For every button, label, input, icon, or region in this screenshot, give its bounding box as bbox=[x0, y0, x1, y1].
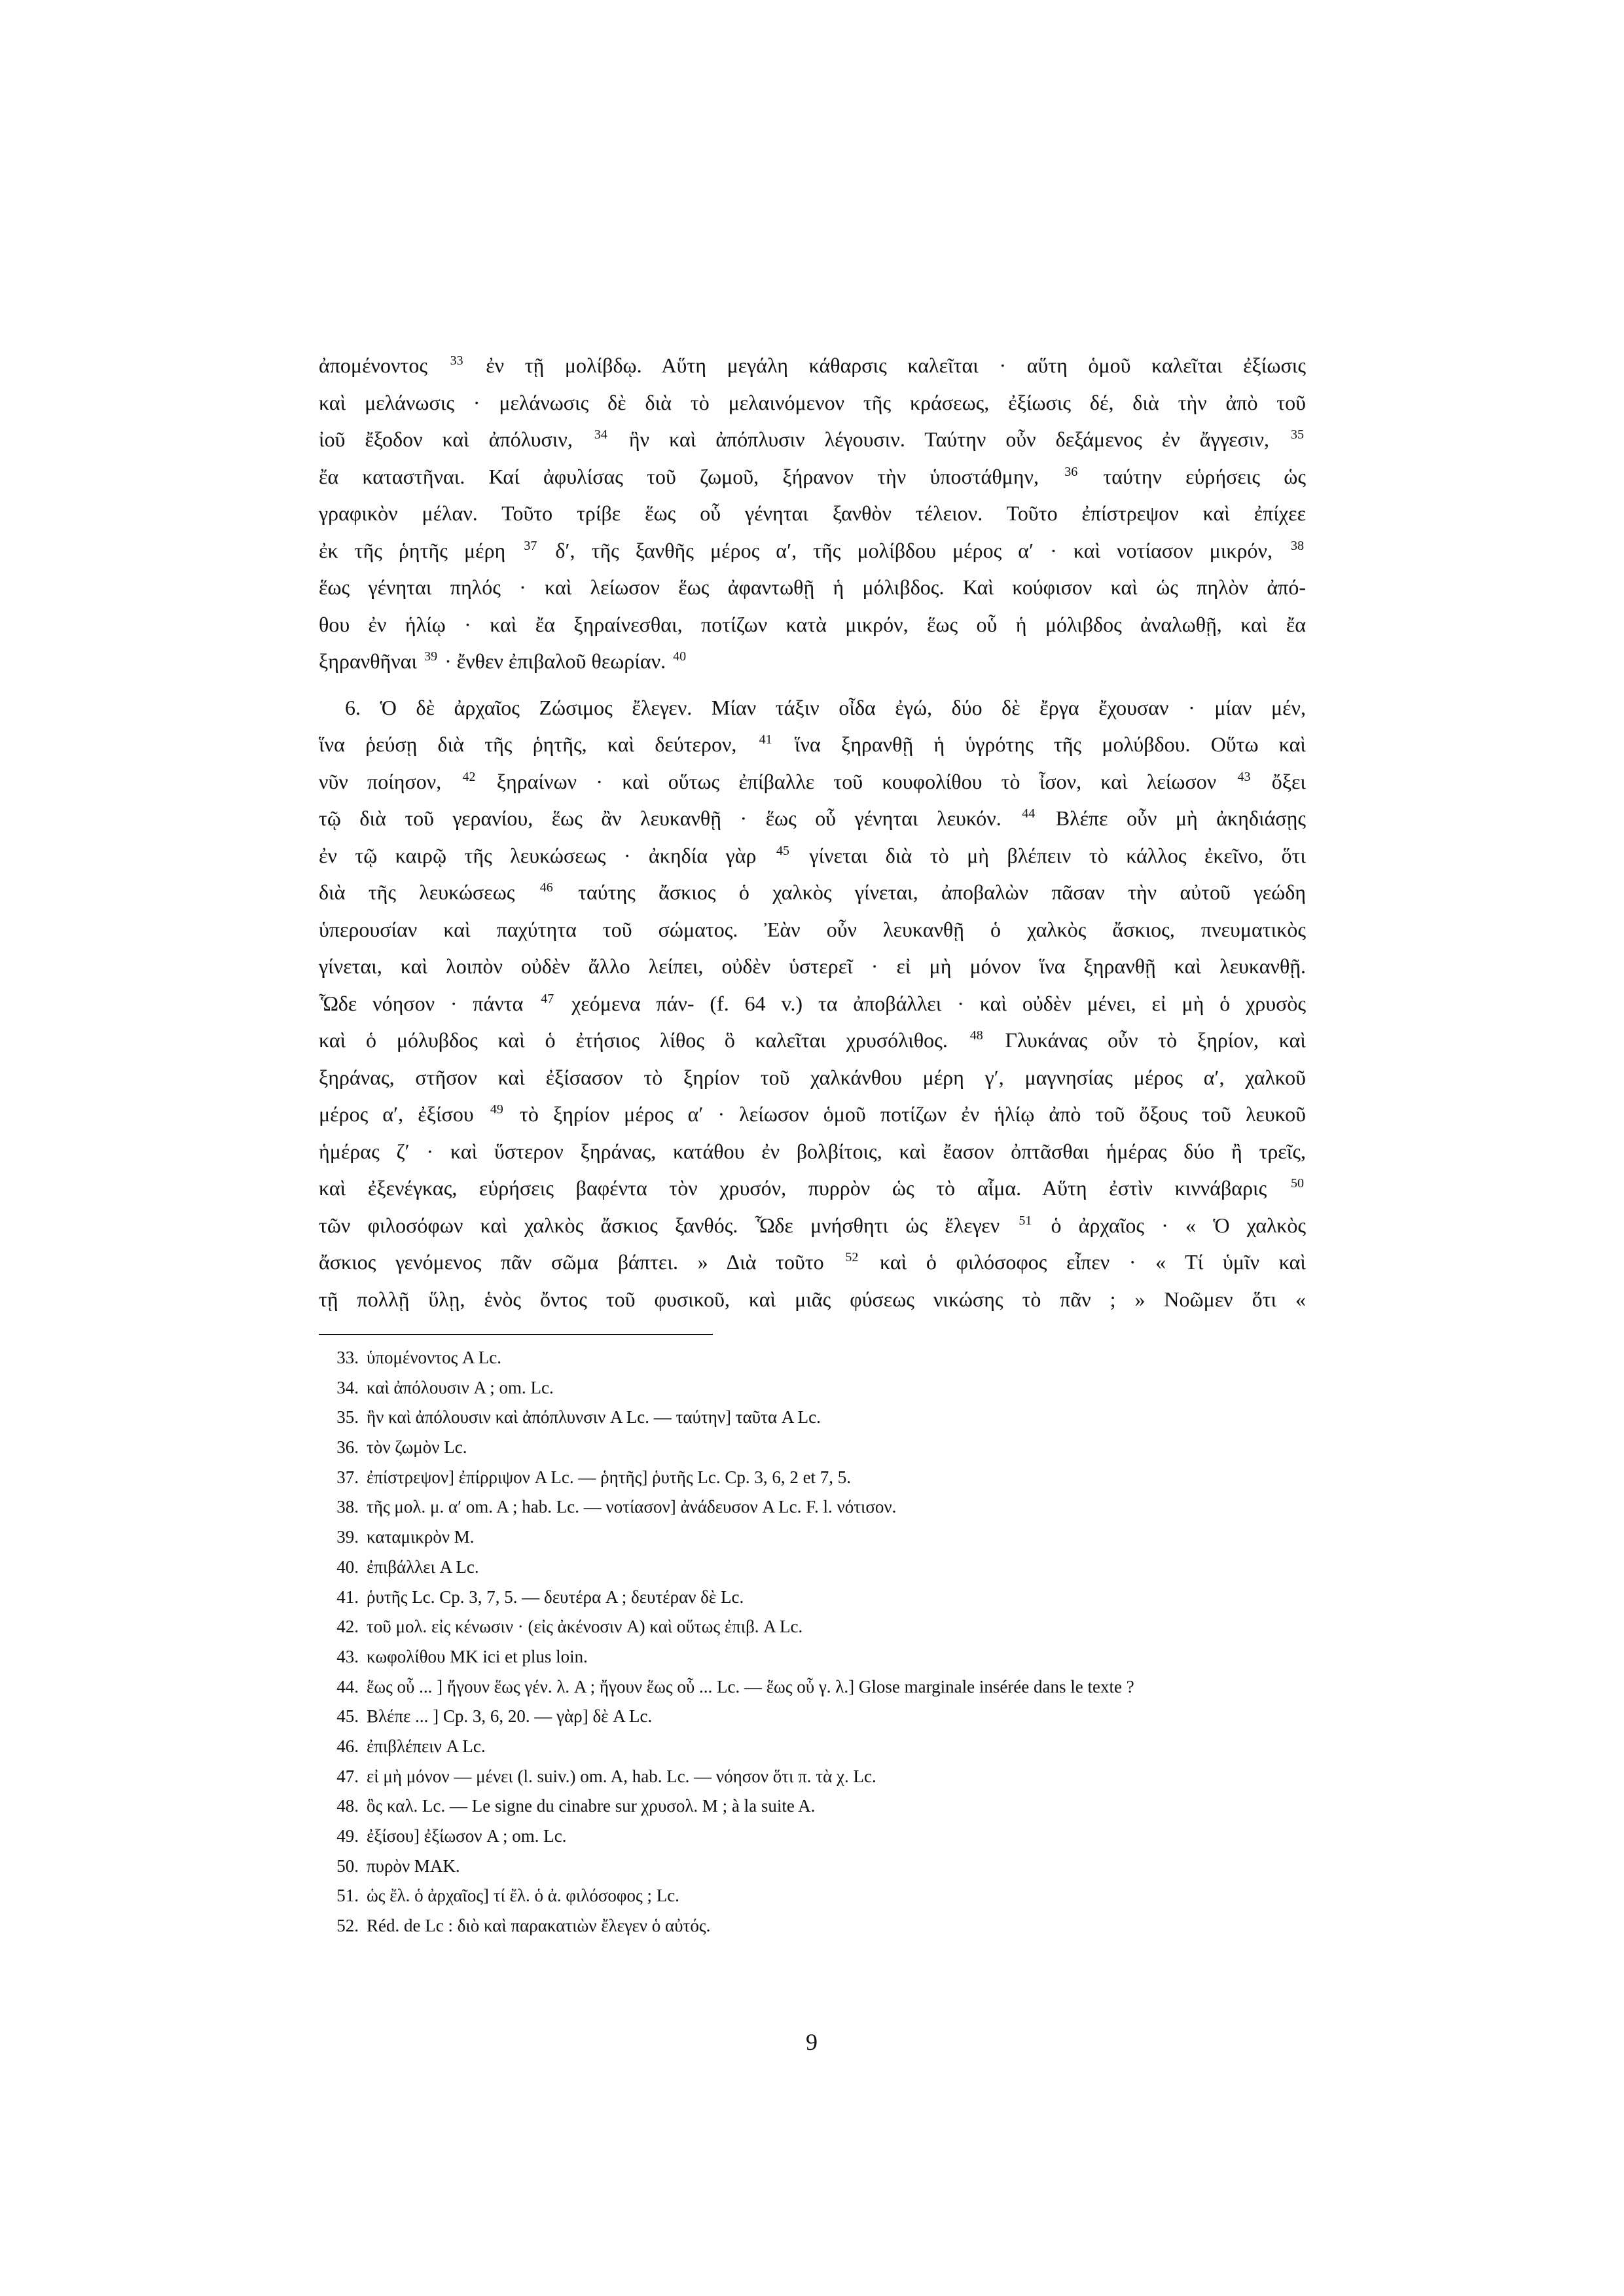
text-line bbox=[319, 911, 1306, 948]
text-run: ἡμέρας ζʹ · καὶ ὕστερον ξηράνας, κατάθου ἐν βολβίτοις, καὶ ἔασον ὀπτᾶσθαι ἡμέρας δύο ἢ τρεῖς, bbox=[319, 1139, 1306, 1163]
text-run: Βλέπε οὖν μὴ ἀκηδιάσῃς bbox=[1037, 806, 1306, 830]
footnote-text: τὸν ζωμὸν Lc. bbox=[367, 1437, 467, 1458]
text-run: · ἔνθεν ἐπιβαλοῦ θεωρίαν. bbox=[439, 649, 672, 673]
text-line bbox=[319, 1133, 1306, 1170]
text-line bbox=[319, 458, 1306, 495]
footnote-ref: 37 bbox=[524, 538, 537, 553]
footnote-text: ὃς καλ. Lc. — Le signe du cinabre sur χρυσολ. M ; à la suite A. bbox=[367, 1796, 816, 1816]
text-run: καὶ μελάνωσις · μελάνωσις δὲ διὰ τὸ μελαινόμενον τῆς κράσεως, ἐξίωσις δέ, διὰ τὴν ἀπὸ τοῦ bbox=[319, 390, 1306, 414]
footnote-text: ὑπομένοντος A Lc. bbox=[367, 1348, 502, 1367]
footnote bbox=[327, 1373, 1309, 1403]
text-line bbox=[319, 606, 1306, 643]
text-line bbox=[319, 421, 1306, 458]
text-run: ξηραίνων · καὶ οὕτως ἐπίβαλλε τοῦ κουφολίθου τὸ ἶσον, καὶ λείωσον bbox=[477, 769, 1236, 793]
text-line bbox=[319, 532, 1306, 569]
footnote bbox=[327, 1403, 1309, 1433]
footnote bbox=[327, 1732, 1309, 1762]
paragraph bbox=[319, 347, 1306, 680]
text-run: ξηράνας, στῆσον καὶ ἐξίσασον τὸ ξηρίον τοῦ χαλκάνθου μέρη γʹ, μαγνησίας μέρος αʹ, χαλκοῦ bbox=[319, 1065, 1306, 1089]
footnote-ref: 46 bbox=[539, 880, 553, 895]
footnote-number: 45. bbox=[336, 1706, 359, 1727]
footnote-number: 50. bbox=[336, 1856, 359, 1876]
footnote-number: 51. bbox=[336, 1886, 359, 1906]
text-run: καὶ ἐξενέγκας, εὑρήσεις βαφέντα τὸν χρυσόν, πυρρὸν ὡς τὸ αἷμα. Αὕτη ἐστὶν κιννάβαρις bbox=[319, 1176, 1289, 1200]
text-run: μέρος αʹ, ἐξίσου bbox=[319, 1102, 488, 1126]
footnote-text: ὡς ἔλ. ὁ ἀρχαῖος] τί ἔλ. ὁ ἀ. φιλόσοφος ; Lc. bbox=[367, 1886, 679, 1906]
footnote-ref: 40 bbox=[673, 649, 687, 664]
text-line bbox=[319, 1281, 1306, 1318]
footnote-ref: 35 bbox=[1291, 427, 1305, 442]
text-run: 6. Ὁ δὲ ἀρχαῖος Ζώσιμος ἔλεγεν. Μίαν τάξιν οἶδα ἐγώ, δύο δὲ ἔργα ἔχουσαν · μίαν μέν, bbox=[345, 695, 1306, 719]
text-line bbox=[319, 1096, 1306, 1133]
text-run: ταύτης ἄσκιος ὁ χαλκὸς γίνεται, ἀποβαλὼν πᾶσαν τὴν αὐτοῦ γεώδη bbox=[554, 880, 1307, 904]
footnote-number: 44. bbox=[336, 1676, 359, 1696]
text-run: ἵνα ξηρανθῇ ἡ ὑγρότης τῆς μολύβδου. Οὕτω καὶ bbox=[774, 732, 1307, 756]
text-line bbox=[319, 763, 1306, 800]
text-line bbox=[319, 726, 1306, 763]
text-run: χεόμενα πάν- (f. 64 v.) τα ἀποβάλλει · καὶ οὐδὲν μένει, εἰ μὴ ὁ χρυσὸς bbox=[556, 991, 1307, 1015]
footnote-text: τοῦ μολ. εἰς κένωσιν · (εἰς ἀκένοσιν A) καὶ οὕτως ἐπιβ. A Lc. bbox=[367, 1617, 803, 1637]
footnote-number: 34. bbox=[336, 1377, 359, 1397]
footnote bbox=[327, 1583, 1309, 1613]
footnote-ref: 39 bbox=[424, 649, 438, 664]
text-run: δʹ, τῆς ξανθῆς μέρος αʹ, τῆς μολίβδου μέρος αʹ · καὶ νοτίασον μικρόν, bbox=[539, 538, 1290, 562]
footnote-text: κωφολίθου MK ici et plus loin. bbox=[367, 1646, 588, 1666]
footnote bbox=[327, 1852, 1309, 1882]
footnote-text: ἣν καὶ ἀπόλουσιν καὶ ἀπόπλυνσιν A Lc. — ταύτην] ταῦτα A Lc. bbox=[367, 1407, 821, 1427]
text-run: διὰ τῆς λευκώσεως bbox=[319, 880, 538, 904]
text-run: ἐν τῷ καιρῷ τῆς λευκώσεως · ἀκηδία γὰρ bbox=[319, 843, 774, 867]
footnote-text: πυρὸν MAK. bbox=[367, 1856, 460, 1876]
text-run: ξηρανθῆναι bbox=[319, 649, 423, 673]
footnote bbox=[327, 1791, 1309, 1821]
footnote-number: 42. bbox=[336, 1617, 359, 1637]
text-line bbox=[319, 985, 1306, 1022]
footnote-ref: 47 bbox=[541, 991, 554, 1006]
text-run: ὑπερουσίαν καὶ παχύτητα τοῦ σώματος. Ἐὰν οὖν λευκανθῇ ὁ χαλκὸς ἄσκιος, πνευματικὸς bbox=[319, 917, 1306, 941]
text-line bbox=[319, 569, 1306, 606]
text-run: ἄσκιος γενόμενος πᾶν σῶμα βάπτει. » Διὰ τοῦτο bbox=[319, 1250, 844, 1274]
footnote-ref: 36 bbox=[1064, 464, 1078, 479]
text-line bbox=[319, 874, 1306, 911]
footnote-number: 47. bbox=[336, 1766, 359, 1786]
text-run: καὶ ὁ μόλυβδος καὶ ὁ ἐτήσιος λίθος ὃ καλεῖται χρυσόλιθος. bbox=[319, 1028, 968, 1052]
text-run: ἵνα ῥεύσῃ διὰ τῆς ῥητῆς, καὶ δεύτερον, bbox=[319, 732, 757, 756]
footnote-number: 43. bbox=[336, 1646, 359, 1666]
footnote-number: 38. bbox=[336, 1497, 359, 1517]
footnote-number: 49. bbox=[336, 1826, 359, 1846]
text-line bbox=[319, 689, 1306, 726]
footnote-number: 48. bbox=[336, 1796, 359, 1816]
text-run: τῶν φιλοσόφων καὶ χαλκὸς ἄσκιος ξανθός. Ὧδε μνήσθητι ὡς ἔλεγεν bbox=[319, 1213, 1017, 1237]
footnote bbox=[327, 1762, 1309, 1792]
footnote-number: 36. bbox=[336, 1437, 359, 1458]
text-line bbox=[319, 1059, 1306, 1096]
footnote-text: ἕως οὗ ... ] ἤγουν ἕως γέν. λ. A ; ἤγουν ἕως οὗ ... Lc. — ἕως οὗ γ. λ.] Glose marginale insérée dans le texte ? bbox=[367, 1676, 1134, 1696]
footnote bbox=[327, 1433, 1309, 1463]
footnote-number: 46. bbox=[336, 1736, 359, 1756]
text-line bbox=[319, 1207, 1306, 1244]
text-run: ἰοῦ ἔξοδον καὶ ἀπόλυσιν, bbox=[319, 427, 592, 451]
footnote-text: καταμικρὸν M. bbox=[367, 1527, 475, 1547]
footnote-ref: 41 bbox=[759, 732, 772, 747]
footnote-text: ἐπιβάλλει A Lc. bbox=[367, 1556, 479, 1577]
footnote-ref: 48 bbox=[969, 1028, 983, 1043]
text-line bbox=[319, 643, 1306, 680]
text-run: τὸ ξηρίον μέρος αʹ · λείωσον ὁμοῦ ποτίζων ἐν ἡλίῳ ἀπὸ τοῦ ὄξους τοῦ λευκοῦ bbox=[505, 1102, 1306, 1126]
paragraph bbox=[319, 689, 1306, 1318]
footnote-number: 41. bbox=[336, 1587, 359, 1607]
footnote-ref: 38 bbox=[1291, 538, 1305, 553]
text-run: Γλυκάνας οὖν τὸ ξηρίον, καὶ bbox=[984, 1028, 1307, 1052]
text-line bbox=[319, 800, 1306, 837]
footnote-ref: 34 bbox=[594, 427, 607, 442]
text-run: νῦν ποίησον, bbox=[319, 769, 461, 793]
footnote-text: καὶ ἀπόλουσιν A ; om. Lc. bbox=[367, 1377, 554, 1397]
footnote-text: ἐπιβλέπειν A Lc. bbox=[367, 1736, 486, 1756]
footnote-ref: 42 bbox=[462, 769, 476, 784]
footnote bbox=[327, 1881, 1309, 1911]
footnote bbox=[327, 1522, 1309, 1552]
footnote-ref: 51 bbox=[1019, 1213, 1032, 1228]
text-run: γίνεται διὰ τὸ μὴ βλέπειν τὸ κάλλος ἐκεῖνο, ὅτι bbox=[791, 843, 1307, 867]
footnote bbox=[327, 1343, 1309, 1373]
footnote-ref: 45 bbox=[776, 843, 789, 858]
main-text bbox=[319, 347, 1306, 1318]
footnote-text: ἐπίστρεψον] ἐπίρριψον A Lc. — ῥητῆς] ῥυτῆς Lc. Cp. 3, 6, 2 et 7, 5. bbox=[367, 1467, 852, 1487]
footnote bbox=[327, 1642, 1309, 1672]
footnote-separator bbox=[319, 1334, 713, 1335]
text-line bbox=[319, 1244, 1306, 1281]
text-run: ὁ ἀρχαῖος · « Ὁ χαλκὸς bbox=[1034, 1213, 1307, 1237]
text-line bbox=[319, 347, 1306, 384]
text-line bbox=[319, 1022, 1306, 1059]
footnote-text: Réd. de Lc : διὸ καὶ παρακατιὼν ἔλεγεν ὁ αὐτός. bbox=[367, 1916, 711, 1936]
footnote-text: ῥυτῆς Lc. Cp. 3, 7, 5. — δευτέρα A ; δευτέραν δὲ Lc. bbox=[367, 1587, 744, 1607]
footnote bbox=[327, 1911, 1309, 1941]
footnote-ref: 33 bbox=[450, 353, 463, 368]
footnote bbox=[327, 1552, 1309, 1583]
footnote-ref: 49 bbox=[490, 1102, 503, 1117]
footnote-number: 37. bbox=[336, 1467, 359, 1487]
text-line bbox=[319, 837, 1306, 874]
text-run: ταύτην εὑρήσεις ὡς bbox=[1079, 464, 1307, 488]
text-run: ἀπομένοντος bbox=[319, 353, 448, 377]
footnote bbox=[327, 1463, 1309, 1493]
text-line bbox=[319, 384, 1306, 422]
text-run: ἐν τῇ μολίβδῳ. Αὕτη μεγάλη κάθαρσις καλεῖται · αὕτη ὁμοῦ καλεῖται ἐξίωσις bbox=[465, 353, 1307, 377]
footnote-text: εἰ μὴ μόνον — μένει (l. suiv.) om. A, hab. Lc. — νόησον ὅτι π. τὰ χ. Lc. bbox=[367, 1766, 876, 1786]
text-line bbox=[319, 495, 1306, 532]
footnote-number: 35. bbox=[336, 1407, 359, 1427]
text-run: ἔα καταστῆναι. Καί ἀφυλίσας τοῦ ζωμοῦ, ξήρανον τὴν ὑποστάθμην, bbox=[319, 464, 1063, 488]
text-run: τῇ πολλῇ ὕλῃ, ἑνὸς ὄντος τοῦ φυσικοῦ, καὶ μιᾶς φύσεως νικώσης τὸ πᾶν ; » Νοῶμεν ὅτι « bbox=[319, 1287, 1306, 1311]
page-number: 9 bbox=[806, 2029, 818, 2055]
footnote-number: 52. bbox=[336, 1916, 359, 1936]
text-run: Ὧδε νόησον · πάντα bbox=[319, 991, 539, 1015]
text-run: ὄξει bbox=[1252, 769, 1307, 793]
text-run: ἐκ τῆς ῥητῆς μέρη bbox=[319, 538, 522, 562]
footnote-number: 39. bbox=[336, 1527, 359, 1547]
text-run: γίνεται, καὶ λοιπὸν οὐδὲν ἄλλο λείπει, οὐδὲν ὑστερεῖ · εἰ μὴ μόνον ἵνα ξηρανθῇ καὶ λευκανθῇ. bbox=[319, 954, 1306, 978]
footnote-text: τῆς μολ. μ. αʹ om. A ; hab. Lc. — νοτίασον] ἀνάδευσον A Lc. F. l. νότισον. bbox=[367, 1497, 897, 1517]
footnote-ref: 44 bbox=[1022, 806, 1036, 821]
footnote-ref: 43 bbox=[1237, 769, 1251, 784]
footnote bbox=[327, 1612, 1309, 1642]
footnote bbox=[327, 1492, 1309, 1522]
footnote-ref: 52 bbox=[845, 1250, 859, 1265]
text-run: ἣν καὶ ἀπόπλυσιν λέγουσιν. Ταύτην οὖν δεξάμενος ἐν ἄγγεσιν, bbox=[609, 427, 1290, 451]
footnote-number: 33. bbox=[336, 1348, 359, 1367]
text-run: καὶ ὁ φιλόσοφος εἶπεν · « Τί ὑμῖν καὶ bbox=[860, 1250, 1307, 1274]
text-run: γραφικὸν μέλαν. Τοῦτο τρίβε ἕως οὗ γένηται ξανθὸν τέλειον. Τοῦτο ἐπίστρεψον καὶ ἐπίχεε bbox=[319, 501, 1306, 525]
footnote-text: Βλέπε ... ] Cp. 3, 6, 20. — γὰρ] δὲ A Lc. bbox=[367, 1706, 653, 1727]
footnote bbox=[327, 1672, 1309, 1702]
footnote bbox=[327, 1821, 1309, 1852]
text-line bbox=[319, 948, 1306, 985]
text-run: τῷ διὰ τοῦ γερανίου, ἕως ἂν λευκανθῇ · ἕως οὗ γένηται λευκόν. bbox=[319, 806, 1020, 830]
footnote-text: ἐξίσου] ἐξίωσον A ; om. Lc. bbox=[367, 1826, 567, 1846]
footnote-number: 40. bbox=[336, 1556, 359, 1577]
footnote bbox=[327, 1702, 1309, 1732]
footnote-ref: 50 bbox=[1291, 1176, 1304, 1191]
text-run: θου ἐν ἡλίῳ · καὶ ἔα ξηραίνεσθαι, ποτίζων κατὰ μικρόν, ἕως οὗ ἡ μόλιβδος ἀναλωθῇ, καὶ ἔα bbox=[319, 612, 1306, 636]
text-line bbox=[319, 1170, 1306, 1207]
footnotes bbox=[327, 1343, 1309, 1941]
text-run: ἕως γένηται πηλός · καὶ λείωσον ἕως ἀφαντωθῇ ἡ μόλιβδος. Καὶ κούφισον καὶ ὡς πηλὸν ἀπό- bbox=[319, 575, 1306, 599]
